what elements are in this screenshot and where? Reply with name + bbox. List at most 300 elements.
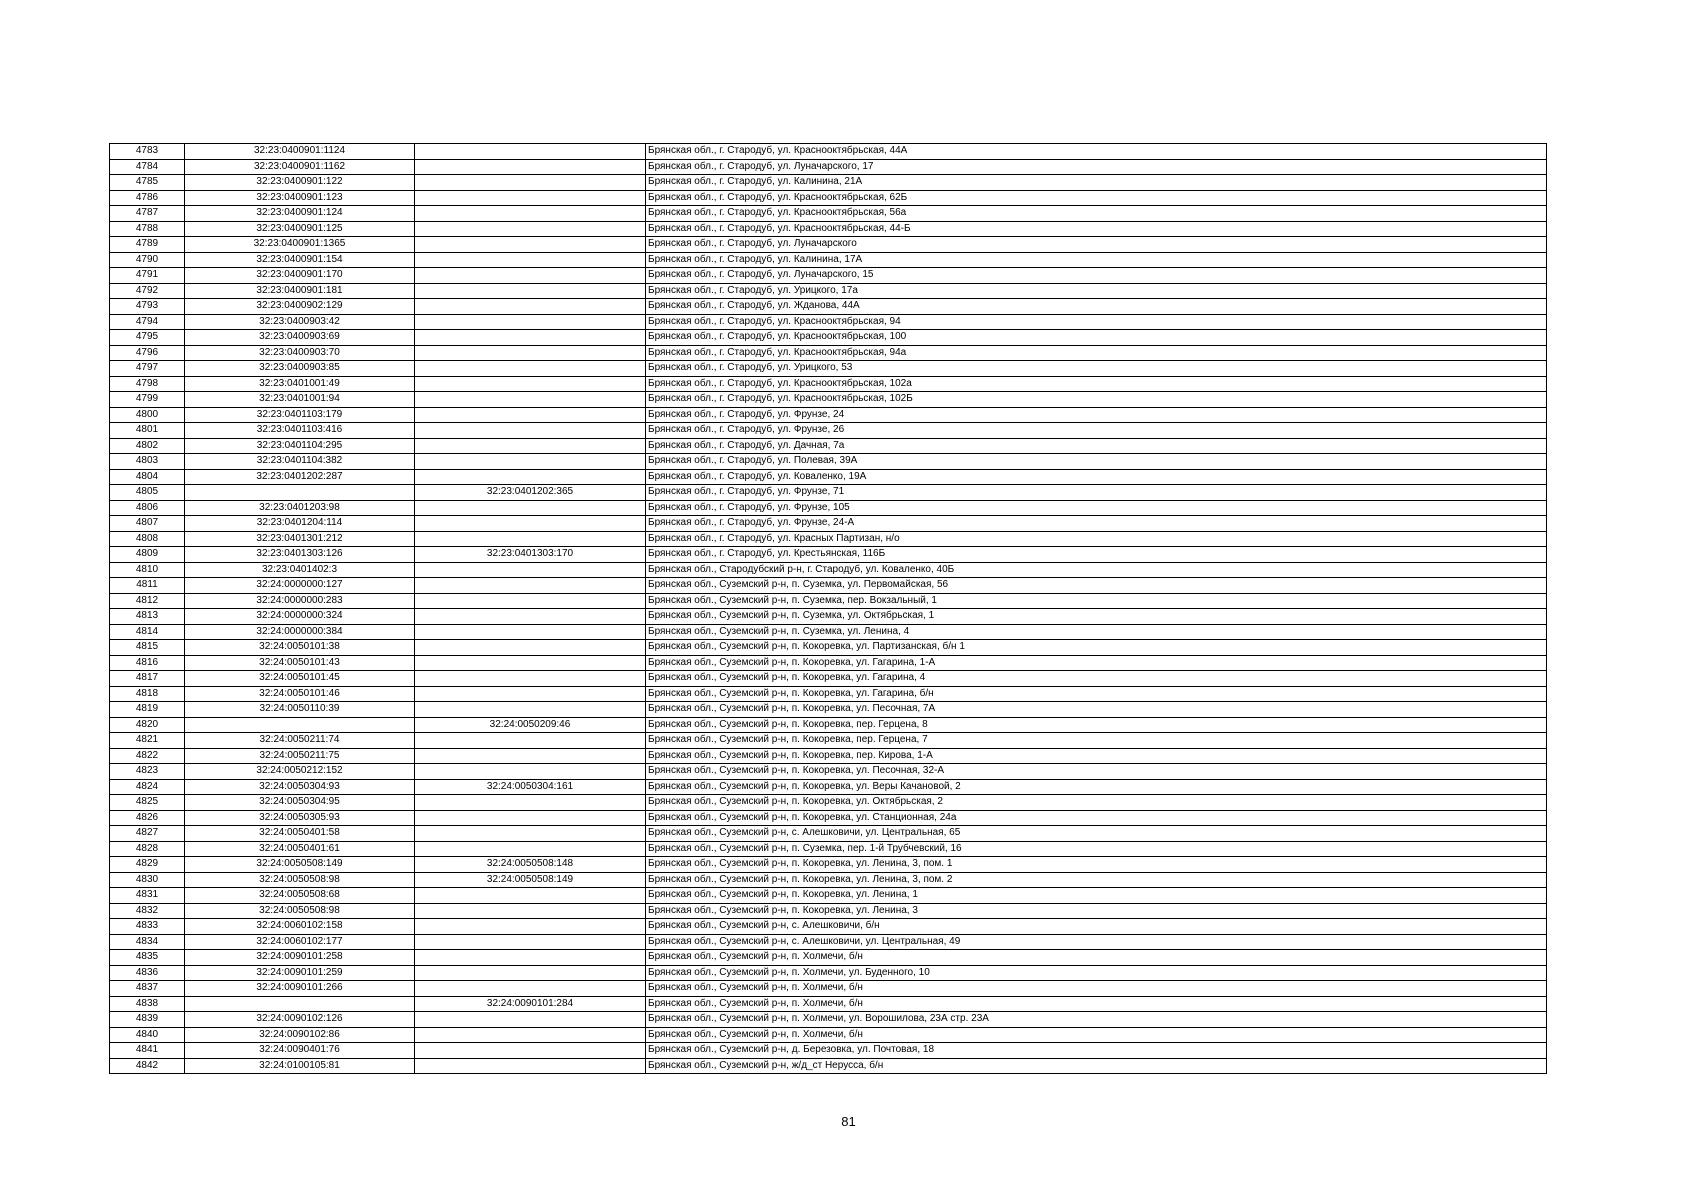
related-cadastral-number-cell [415, 888, 646, 904]
row-number-cell: 4795 [110, 330, 185, 346]
table-row [110, 686, 1547, 702]
cadastral-number-cell: 32:24:0090101:259 [185, 965, 415, 981]
related-cadastral-number-cell [415, 516, 646, 532]
table-row [110, 454, 1547, 470]
table-row [110, 221, 1547, 237]
table-row [110, 950, 1547, 966]
cadastral-number-cell: 32:24:0000000:384 [185, 624, 415, 640]
related-cadastral-number-cell [415, 159, 646, 175]
cadastral-number-cell: 32:24:0050101:43 [185, 655, 415, 671]
address-cell: Брянская обл., Суземский р-н, п. Кокоревка, ул. Ленина, 3, пом. 1 [646, 857, 1547, 873]
address-cell: Брянская обл., Суземский р-н, п. Холмечи, ул. Ворошилова, 23А стр. 23А [646, 1012, 1547, 1028]
cadastral-number-cell: 32:23:0400901:154 [185, 252, 415, 268]
address-cell: Брянская обл., Суземский р-н, п. Суземка, ул. Ленина, 4 [646, 624, 1547, 640]
table-row [110, 407, 1547, 423]
table-row [110, 423, 1547, 439]
address-cell: Брянская обл., г. Стародуб, ул. Краснооктябрьская, 94 [646, 314, 1547, 330]
related-cadastral-number-cell [415, 175, 646, 191]
related-cadastral-number-cell: 32:24:0050508:149 [415, 872, 646, 888]
cadastral-number-cell: 32:23:0400903:85 [185, 361, 415, 377]
related-cadastral-number-cell [415, 640, 646, 656]
table-row [110, 500, 1547, 516]
page-number: 81 [841, 1114, 856, 1129]
address-cell: Брянская обл., г. Стародуб, ул. Краснооктябрьская, 44-Б [646, 221, 1547, 237]
related-cadastral-number-cell [415, 826, 646, 842]
row-number-cell: 4784 [110, 159, 185, 175]
table-row [110, 144, 1547, 160]
cadastral-number-cell: 32:23:0400903:42 [185, 314, 415, 330]
address-cell: Брянская обл., г. Стародуб, ул. Луначарского, 15 [646, 268, 1547, 284]
table-row [110, 671, 1547, 687]
registry-table [109, 143, 1547, 1074]
cadastral-number-cell: 32:23:0401203:98 [185, 500, 415, 516]
related-cadastral-number-cell [415, 345, 646, 361]
row-number-cell: 4810 [110, 562, 185, 578]
cadastral-number-cell: 32:24:0050101:45 [185, 671, 415, 687]
row-number-cell: 4837 [110, 981, 185, 997]
related-cadastral-number-cell [415, 578, 646, 594]
row-number-cell: 4788 [110, 221, 185, 237]
cadastral-number-cell: 32:23:0401104:295 [185, 438, 415, 454]
table-row [110, 268, 1547, 284]
related-cadastral-number-cell [415, 454, 646, 470]
table-row [110, 748, 1547, 764]
row-number-cell: 4840 [110, 1027, 185, 1043]
row-number-cell: 4824 [110, 779, 185, 795]
related-cadastral-number-cell [415, 252, 646, 268]
address-cell: Брянская обл., Суземский р-н, ж/д_ст Нерусса, б/н [646, 1058, 1547, 1074]
row-number-cell: 4807 [110, 516, 185, 532]
row-number-cell: 4816 [110, 655, 185, 671]
related-cadastral-number-cell [415, 221, 646, 237]
row-number-cell: 4805 [110, 485, 185, 501]
cadastral-number-cell [185, 996, 415, 1012]
table-row [110, 314, 1547, 330]
row-number-cell: 4825 [110, 795, 185, 811]
cadastral-number-cell: 32:24:0060102:177 [185, 934, 415, 950]
cadastral-number-cell [185, 717, 415, 733]
table-row [110, 1058, 1547, 1074]
table-row [110, 547, 1547, 563]
row-number-cell: 4808 [110, 531, 185, 547]
row-number-cell: 4799 [110, 392, 185, 408]
related-cadastral-number-cell [415, 190, 646, 206]
table-row [110, 175, 1547, 191]
table-row [110, 1043, 1547, 1059]
cadastral-number-cell: 32:24:0050304:93 [185, 779, 415, 795]
cadastral-number-cell: 32:24:0100105:81 [185, 1058, 415, 1074]
row-number-cell: 4803 [110, 454, 185, 470]
cadastral-number-cell: 32:24:0090102:126 [185, 1012, 415, 1028]
table-row [110, 299, 1547, 315]
table-row [110, 872, 1547, 888]
related-cadastral-number-cell [415, 206, 646, 222]
cadastral-number-cell: 32:23:0400901:181 [185, 283, 415, 299]
cadastral-number-cell: 32:23:0400901:1365 [185, 237, 415, 253]
address-cell: Брянская обл., Суземский р-н, п. Суземка, ул. Первомайская, 56 [646, 578, 1547, 594]
table-row [110, 857, 1547, 873]
cadastral-number-cell [185, 485, 415, 501]
cadastral-number-cell: 32:23:0400901:124 [185, 206, 415, 222]
related-cadastral-number-cell: 32:23:0401303:170 [415, 547, 646, 563]
row-number-cell: 4819 [110, 702, 185, 718]
table-row [110, 888, 1547, 904]
related-cadastral-number-cell: 32:24:0050209:46 [415, 717, 646, 733]
cadastral-number-cell: 32:24:0050508:149 [185, 857, 415, 873]
address-cell: Брянская обл., г. Стародуб, ул. Коваленко, 19А [646, 469, 1547, 485]
table-row [110, 903, 1547, 919]
cadastral-number-cell: 32:23:0401001:49 [185, 376, 415, 392]
table-row [110, 159, 1547, 175]
row-number-cell: 4822 [110, 748, 185, 764]
address-cell: Брянская обл., г. Стародуб, ул. Фрунзе, 105 [646, 500, 1547, 516]
address-cell: Брянская обл., Суземский р-н, п. Кокоревка, ул. Гагарина, 4 [646, 671, 1547, 687]
table-row [110, 981, 1547, 997]
cadastral-number-cell: 32:23:0400901:123 [185, 190, 415, 206]
cadastral-number-cell: 32:23:0400901:122 [185, 175, 415, 191]
related-cadastral-number-cell [415, 423, 646, 439]
related-cadastral-number-cell: 32:23:0401202:365 [415, 485, 646, 501]
row-number-cell: 4793 [110, 299, 185, 315]
related-cadastral-number-cell: 32:24:0050508:148 [415, 857, 646, 873]
related-cadastral-number-cell [415, 407, 646, 423]
table-row [110, 795, 1547, 811]
related-cadastral-number-cell: 32:24:0050304:161 [415, 779, 646, 795]
related-cadastral-number-cell [415, 934, 646, 950]
related-cadastral-number-cell [415, 562, 646, 578]
row-number-cell: 4834 [110, 934, 185, 950]
row-number-cell: 4827 [110, 826, 185, 842]
table-row [110, 1027, 1547, 1043]
related-cadastral-number-cell [415, 655, 646, 671]
address-cell: Брянская обл., Суземский р-н, п. Кокоревка, пер. Герцена, 8 [646, 717, 1547, 733]
cadastral-number-cell: 32:24:0090102:86 [185, 1027, 415, 1043]
address-cell: Брянская обл., г. Стародуб, ул. Краснооктябрьская, 56а [646, 206, 1547, 222]
row-number-cell: 4794 [110, 314, 185, 330]
table-row [110, 190, 1547, 206]
cadastral-number-cell: 32:23:0401202:287 [185, 469, 415, 485]
address-cell: Брянская обл., г. Стародуб, ул. Краснооктябрьская, 94а [646, 345, 1547, 361]
related-cadastral-number-cell [415, 671, 646, 687]
row-number-cell: 4787 [110, 206, 185, 222]
row-number-cell: 4838 [110, 996, 185, 1012]
table-row [110, 624, 1547, 640]
cadastral-number-cell: 32:23:0400901:125 [185, 221, 415, 237]
table-row [110, 206, 1547, 222]
related-cadastral-number-cell [415, 748, 646, 764]
related-cadastral-number-cell [415, 1043, 646, 1059]
related-cadastral-number-cell [415, 624, 646, 640]
cadastral-number-cell: 32:23:0401103:179 [185, 407, 415, 423]
cadastral-number-cell: 32:24:0050508:98 [185, 872, 415, 888]
table-row [110, 252, 1547, 268]
related-cadastral-number-cell [415, 1027, 646, 1043]
related-cadastral-number-cell [415, 686, 646, 702]
address-cell: Брянская обл., Суземский р-н, п. Кокоревка, ул. Гагарина, б/н [646, 686, 1547, 702]
cadastral-number-cell: 32:23:0400903:69 [185, 330, 415, 346]
table-row [110, 717, 1547, 733]
row-number-cell: 4835 [110, 950, 185, 966]
row-number-cell: 4804 [110, 469, 185, 485]
cadastral-number-cell: 32:23:0400901:1162 [185, 159, 415, 175]
row-number-cell: 4783 [110, 144, 185, 160]
address-cell: Брянская обл., Суземский р-н, п. Кокоревка, пер. Герцена, 7 [646, 733, 1547, 749]
related-cadastral-number-cell [415, 500, 646, 516]
related-cadastral-number-cell [415, 392, 646, 408]
address-cell: Брянская обл., Суземский р-н, с. Алешковичи, б/н [646, 919, 1547, 935]
related-cadastral-number-cell [415, 144, 646, 160]
row-number-cell: 4785 [110, 175, 185, 191]
cadastral-number-cell: 32:24:0050211:74 [185, 733, 415, 749]
table-row [110, 578, 1547, 594]
row-number-cell: 4830 [110, 872, 185, 888]
row-number-cell: 4828 [110, 841, 185, 857]
row-number-cell: 4839 [110, 1012, 185, 1028]
row-number-cell: 4797 [110, 361, 185, 377]
address-cell: Брянская обл., Суземский р-н, п. Кокоревка, ул. Ленина, 1 [646, 888, 1547, 904]
address-cell: Брянская обл., г. Стародуб, ул. Калинина, 17А [646, 252, 1547, 268]
related-cadastral-number-cell [415, 531, 646, 547]
address-cell: Брянская обл., Суземский р-н, п. Суземка, пер. Вокзальный, 1 [646, 593, 1547, 609]
related-cadastral-number-cell [415, 903, 646, 919]
address-cell: Брянская обл., Суземский р-н, д. Березовка, ул. Почтовая, 18 [646, 1043, 1547, 1059]
cadastral-number-cell: 32:24:0050304:95 [185, 795, 415, 811]
row-number-cell: 4786 [110, 190, 185, 206]
row-number-cell: 4800 [110, 407, 185, 423]
table-row [110, 655, 1547, 671]
row-number-cell: 4836 [110, 965, 185, 981]
row-number-cell: 4812 [110, 593, 185, 609]
row-number-cell: 4792 [110, 283, 185, 299]
table-row [110, 345, 1547, 361]
cadastral-number-cell: 32:24:0050508:98 [185, 903, 415, 919]
related-cadastral-number-cell [415, 299, 646, 315]
row-number-cell: 4791 [110, 268, 185, 284]
table-row [110, 485, 1547, 501]
cadastral-number-cell: 32:23:0400902:129 [185, 299, 415, 315]
row-number-cell: 4820 [110, 717, 185, 733]
address-cell: Брянская обл., г. Стародуб, ул. Урицкого, 53 [646, 361, 1547, 377]
address-cell: Брянская обл., Суземский р-н, п. Кокоревка, пер. Кирова, 1-А [646, 748, 1547, 764]
related-cadastral-number-cell [415, 330, 646, 346]
row-number-cell: 4814 [110, 624, 185, 640]
table-row [110, 330, 1547, 346]
cadastral-number-cell: 32:24:0050101:38 [185, 640, 415, 656]
related-cadastral-number-cell [415, 841, 646, 857]
cadastral-number-cell: 32:24:0050305:93 [185, 810, 415, 826]
table-row [110, 764, 1547, 780]
table-row [110, 283, 1547, 299]
address-cell: Брянская обл., Суземский р-н, п. Кокоревка, ул. Веры Качановой, 2 [646, 779, 1547, 795]
cadastral-number-cell: 32:23:0401301:212 [185, 531, 415, 547]
address-cell: Брянская обл., г. Стародуб, ул. Луначарского [646, 237, 1547, 253]
address-cell: Брянская обл., Суземский р-н, п. Кокоревка, ул. Гагарина, 1-А [646, 655, 1547, 671]
related-cadastral-number-cell [415, 919, 646, 935]
related-cadastral-number-cell [415, 314, 646, 330]
cadastral-number-cell: 32:24:0050110:39 [185, 702, 415, 718]
address-cell: Брянская обл., г. Стародуб, ул. Луначарского, 17 [646, 159, 1547, 175]
address-cell: Брянская обл., г. Стародуб, ул. Краснооктябрьская, 100 [646, 330, 1547, 346]
address-cell: Брянская обл., Стародубский р-н, г. Стародуб, ул. Коваленко, 40Б [646, 562, 1547, 578]
address-cell: Брянская обл., г. Стародуб, ул. Фрунзе, 24-А [646, 516, 1547, 532]
table-row [110, 361, 1547, 377]
table-row [110, 919, 1547, 935]
table-row [110, 593, 1547, 609]
row-number-cell: 4798 [110, 376, 185, 392]
row-number-cell: 4831 [110, 888, 185, 904]
related-cadastral-number-cell [415, 810, 646, 826]
row-number-cell: 4833 [110, 919, 185, 935]
cadastral-number-cell: 32:23:0401402:3 [185, 562, 415, 578]
row-number-cell: 4829 [110, 857, 185, 873]
address-cell: Брянская обл., г. Стародуб, ул. Крестьянская, 116Б [646, 547, 1547, 563]
cadastral-number-cell: 32:24:0000000:324 [185, 609, 415, 625]
related-cadastral-number-cell [415, 469, 646, 485]
address-cell: Брянская обл., г. Стародуб, ул. Полевая, 39А [646, 454, 1547, 470]
related-cadastral-number-cell [415, 981, 646, 997]
table-row [110, 841, 1547, 857]
table-row [110, 996, 1547, 1012]
address-cell: Брянская обл., Суземский р-н, п. Холмечи, б/н [646, 950, 1547, 966]
table-row [110, 733, 1547, 749]
address-cell: Брянская обл., г. Стародуб, ул. Калинина, 21А [646, 175, 1547, 191]
table-row [110, 531, 1547, 547]
cadastral-number-cell: 32:23:0400901:1124 [185, 144, 415, 160]
address-cell: Брянская обл., Суземский р-н, п. Кокоревка, ул. Песочная, 32-А [646, 764, 1547, 780]
cadastral-number-cell: 32:24:0050401:61 [185, 841, 415, 857]
row-number-cell: 4826 [110, 810, 185, 826]
cadastral-number-cell: 32:24:0090401:76 [185, 1043, 415, 1059]
address-cell: Брянская обл., Суземский р-н, п. Холмечи, б/н [646, 996, 1547, 1012]
address-cell: Брянская обл., Суземский р-н, п. Кокоревка, ул. Октябрьская, 2 [646, 795, 1547, 811]
row-number-cell: 4813 [110, 609, 185, 625]
address-cell: Брянская обл., Суземский р-н, п. Кокоревка, ул. Ленина, 3, пом. 2 [646, 872, 1547, 888]
address-cell: Брянская обл., г. Стародуб, ул. Краснооктябрьская, 44А [646, 144, 1547, 160]
address-cell: Брянская обл., Суземский р-н, п. Кокоревка, ул. Песочная, 7А [646, 702, 1547, 718]
row-number-cell: 4815 [110, 640, 185, 656]
related-cadastral-number-cell [415, 950, 646, 966]
cadastral-number-cell: 32:23:0400901:170 [185, 268, 415, 284]
cadastral-number-cell: 32:24:0000000:127 [185, 578, 415, 594]
cadastral-number-cell: 32:24:0050508:68 [185, 888, 415, 904]
table-row [110, 237, 1547, 253]
table-row [110, 609, 1547, 625]
table-row [110, 1012, 1547, 1028]
address-cell: Брянская обл., Суземский р-н, п. Кокоревка, ул. Станционная, 24а [646, 810, 1547, 826]
address-cell: Брянская обл., Суземский р-н, п. Холмечи, ул. Буденного, 10 [646, 965, 1547, 981]
related-cadastral-number-cell [415, 733, 646, 749]
related-cadastral-number-cell [415, 764, 646, 780]
row-number-cell: 4789 [110, 237, 185, 253]
table-row [110, 779, 1547, 795]
cadastral-number-cell: 32:23:0401204:114 [185, 516, 415, 532]
address-cell: Брянская обл., г. Стародуб, ул. Красных Партизан, н/о [646, 531, 1547, 547]
cadastral-number-cell: 32:23:0401103:416 [185, 423, 415, 439]
row-number-cell: 4811 [110, 578, 185, 594]
related-cadastral-number-cell [415, 361, 646, 377]
row-number-cell: 4817 [110, 671, 185, 687]
related-cadastral-number-cell [415, 268, 646, 284]
address-cell: Брянская обл., г. Стародуб, ул. Краснооктябрьская, 102а [646, 376, 1547, 392]
related-cadastral-number-cell [415, 1058, 646, 1074]
registry-table-body [110, 144, 1547, 1074]
related-cadastral-number-cell [415, 965, 646, 981]
address-cell: Брянская обл., Суземский р-н, с. Алешковичи, ул. Центральная, 65 [646, 826, 1547, 842]
table-row [110, 438, 1547, 454]
related-cadastral-number-cell [415, 438, 646, 454]
cadastral-number-cell: 32:23:0401303:126 [185, 547, 415, 563]
cadastral-number-cell: 32:24:0050401:58 [185, 826, 415, 842]
row-number-cell: 4796 [110, 345, 185, 361]
table-row [110, 810, 1547, 826]
related-cadastral-number-cell [415, 237, 646, 253]
cadastral-number-cell: 32:24:0000000:283 [185, 593, 415, 609]
related-cadastral-number-cell [415, 1012, 646, 1028]
cadastral-number-cell: 32:23:0401001:94 [185, 392, 415, 408]
related-cadastral-number-cell [415, 376, 646, 392]
cadastral-number-cell: 32:24:0090101:266 [185, 981, 415, 997]
related-cadastral-number-cell [415, 795, 646, 811]
row-number-cell: 4802 [110, 438, 185, 454]
cadastral-number-cell: 32:24:0050211:75 [185, 748, 415, 764]
related-cadastral-number-cell [415, 283, 646, 299]
row-number-cell: 4823 [110, 764, 185, 780]
address-cell: Брянская обл., Суземский р-н, п. Кокоревка, ул. Партизанская, б/н 1 [646, 640, 1547, 656]
related-cadastral-number-cell [415, 702, 646, 718]
address-cell: Брянская обл., г. Стародуб, ул. Жданова, 44А [646, 299, 1547, 315]
address-cell: Брянская обл., г. Стародуб, ул. Фрунзе, 26 [646, 423, 1547, 439]
table-row [110, 826, 1547, 842]
table-row [110, 392, 1547, 408]
address-cell: Брянская обл., Суземский р-н, п. Холмечи, б/н [646, 1027, 1547, 1043]
address-cell: Брянская обл., г. Стародуб, ул. Фрунзе, 71 [646, 485, 1547, 501]
address-cell: Брянская обл., Суземский р-н, п. Холмечи, б/н [646, 981, 1547, 997]
related-cadastral-number-cell [415, 593, 646, 609]
row-number-cell: 4821 [110, 733, 185, 749]
cadastral-number-cell: 32:24:0090101:258 [185, 950, 415, 966]
table-row [110, 469, 1547, 485]
row-number-cell: 4809 [110, 547, 185, 563]
row-number-cell: 4832 [110, 903, 185, 919]
row-number-cell: 4790 [110, 252, 185, 268]
address-cell: Брянская обл., г. Стародуб, ул. Краснооктябрьская, 62Б [646, 190, 1547, 206]
table-row [110, 640, 1547, 656]
related-cadastral-number-cell [415, 609, 646, 625]
address-cell: Брянская обл., Суземский р-н, п. Суземка, ул. Октябрьская, 1 [646, 609, 1547, 625]
row-number-cell: 4841 [110, 1043, 185, 1059]
cadastral-number-cell: 32:24:0050212:152 [185, 764, 415, 780]
related-cadastral-number-cell: 32:24:0090101:284 [415, 996, 646, 1012]
address-cell: Брянская обл., Суземский р-н, п. Кокоревка, ул. Ленина, 3 [646, 903, 1547, 919]
cadastral-number-cell: 32:23:0400903:70 [185, 345, 415, 361]
address-cell: Брянская обл., Суземский р-н, п. Суземка, пер. 1-й Трубчевский, 16 [646, 841, 1547, 857]
table-row [110, 376, 1547, 392]
row-number-cell: 4818 [110, 686, 185, 702]
address-cell: Брянская обл., г. Стародуб, ул. Дачная, 7а [646, 438, 1547, 454]
cadastral-number-cell: 32:24:0050101:46 [185, 686, 415, 702]
cadastral-number-cell: 32:24:0060102:158 [185, 919, 415, 935]
table-row [110, 965, 1547, 981]
row-number-cell: 4842 [110, 1058, 185, 1074]
table-row [110, 562, 1547, 578]
row-number-cell: 4806 [110, 500, 185, 516]
address-cell: Брянская обл., г. Стародуб, ул. Урицкого, 17а [646, 283, 1547, 299]
table-row [110, 702, 1547, 718]
table-row [110, 934, 1547, 950]
table-row [110, 516, 1547, 532]
row-number-cell: 4801 [110, 423, 185, 439]
address-cell: Брянская обл., Суземский р-н, с. Алешковичи, ул. Центральная, 49 [646, 934, 1547, 950]
